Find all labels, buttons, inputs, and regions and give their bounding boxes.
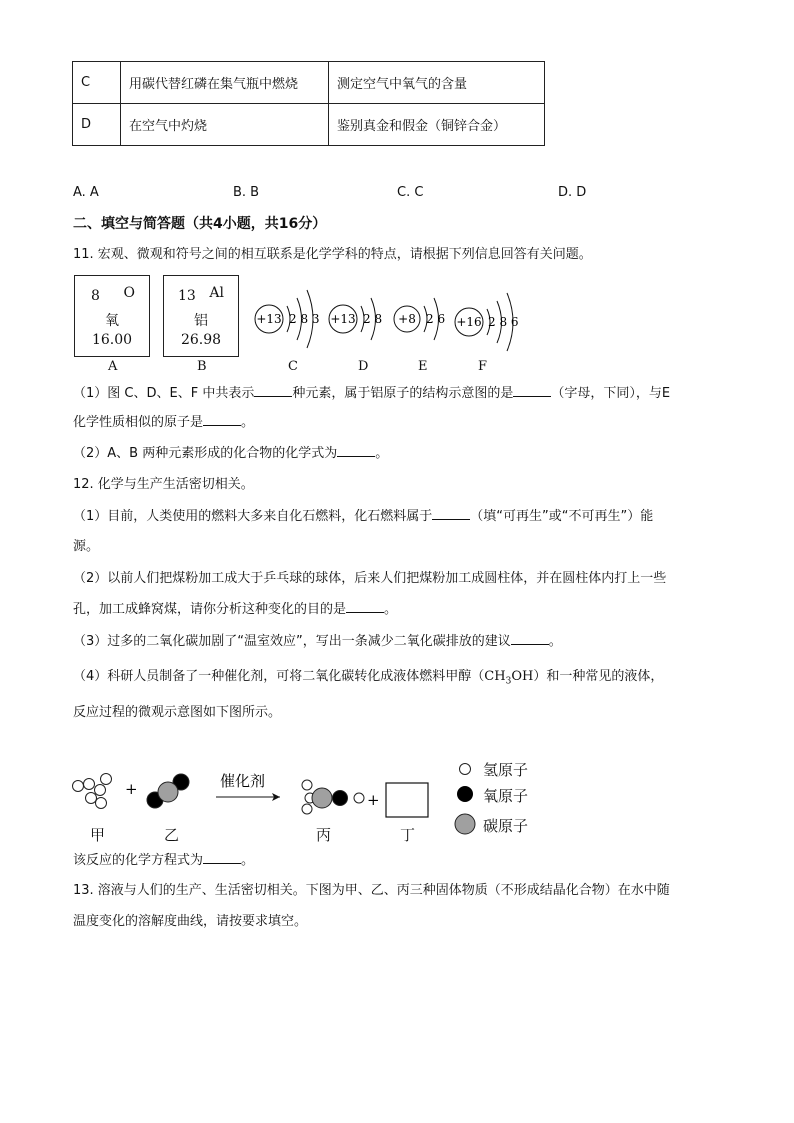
choice-c[interactable]: C. C <box>397 185 424 200</box>
electron-shells: 2 8 3 <box>289 312 320 326</box>
table-row <box>73 62 545 104</box>
plus-sign: + <box>367 791 380 809</box>
table-row <box>73 104 545 146</box>
figure-label-a: A <box>108 359 118 374</box>
unknown-product-box <box>386 783 428 817</box>
q12-equation-line: 该反应的化学方程式为 。 <box>73 853 255 868</box>
q13-line1: 13. 溶液与人们的生产、生活密切相关。下图为甲、乙、丙三种固体物质（不形成结晶化合物）在水中随 <box>73 883 670 898</box>
answer-blank[interactable] <box>513 384 551 397</box>
q12-part4-line1: （4）科研人员制备了一种催化剂，可将二氧化碳转化成液体燃料甲醇$(CH_3OH)$和一种常见的液体， <box>73 669 664 687</box>
product-bing-molecule <box>302 780 364 814</box>
atomic-mass: 26.98 <box>180 332 222 348</box>
electron-shells: 2 6 <box>426 312 446 326</box>
answer-blank[interactable] <box>337 444 375 457</box>
q12-part1-line1: （1）目前，人类使用的燃料大多来自化石燃料，化石燃料属于 （填“可再生”或“不可再生”）能 <box>73 509 654 524</box>
atom-diagram-d <box>329 298 382 340</box>
table-cell: 鉴别真金和假金（铜锌合金） <box>329 104 545 146</box>
oxygen-atom-icon <box>457 786 473 802</box>
q12-part2-line1: （2）以前人们把煤粉加工成大于乒乓球的球体，后来人们把煤粉加工成圆柱体，并在圆柱体内打上一些 <box>73 571 667 586</box>
atomic-number: 13 <box>178 288 196 304</box>
q11-part2: （2）A、B 两种元素形成的化合物的化学式为 。 <box>73 446 389 461</box>
carbon-atom-icon <box>455 814 475 834</box>
plus-sign: + <box>125 780 138 798</box>
figure-label-b: B <box>197 359 207 374</box>
atomic-number: 8 <box>91 288 100 304</box>
label-yi: 乙 <box>164 826 180 844</box>
electron-shells: 2 8 <box>363 312 383 326</box>
element-name: 氧 <box>105 313 119 329</box>
reactant-jia-molecules <box>73 774 112 809</box>
q11-part1-line2: 化学性质相似的原子是 。 <box>73 415 255 430</box>
element-box-aluminum <box>163 275 239 357</box>
table-cell: D <box>73 104 121 146</box>
reaction-arrow <box>216 793 280 801</box>
q11-part1-line1: （1）图 C、D、E、F 中共表示 种元素，属于铝原子的结构示意图的是 （字母，下同），与E <box>73 386 671 401</box>
table-cell: 在空气中灼烧 <box>121 104 329 146</box>
choice-a[interactable]: A. A <box>73 185 99 200</box>
answer-blank[interactable] <box>346 600 384 613</box>
choice-b[interactable]: B. B <box>233 185 260 200</box>
choice-d[interactable]: D. D <box>558 185 587 200</box>
catalyst-label: 催化剂 <box>220 772 266 790</box>
figure-label-d: D <box>358 359 369 374</box>
figure-label-c: C <box>288 359 298 374</box>
legend-hydrogen: 氢原子 <box>483 761 529 779</box>
answer-blank[interactable] <box>203 413 241 426</box>
reactant-yi-molecule <box>147 774 189 808</box>
table-cell: 用碳代替红磷在集气瓶中燃烧 <box>121 62 329 104</box>
methanol-formula: $CH_3OH$ <box>484 669 534 687</box>
answer-blank[interactable] <box>432 507 470 520</box>
answer-blank[interactable] <box>203 851 241 864</box>
element-symbol: O <box>123 285 135 301</box>
hydrogen-atom-icon <box>460 764 471 775</box>
label-jia: 甲 <box>90 826 106 844</box>
table-cell: 测定空气中氧气的含量 <box>329 62 545 104</box>
electron-shells: 2 8 6 <box>488 315 519 329</box>
label-bing: 丙 <box>316 826 332 844</box>
atom-diagram-f <box>455 293 519 351</box>
atom-legend-icons <box>454 758 478 838</box>
options-table <box>72 61 545 146</box>
q12-stem: 12. 化学与生产生活密切相关。 <box>73 477 254 492</box>
element-box-oxygen <box>74 275 150 357</box>
answer-blank[interactable] <box>254 384 292 397</box>
q13-line2: 温度变化的溶解度曲线，请按要求填空。 <box>73 914 308 929</box>
q12-part3: （3）过多的二氧化碳加剧了“温室效应”，写出一条减少二氧化碳排放的建议 。 <box>73 634 562 649</box>
legend-carbon: 碳原子 <box>483 817 529 835</box>
atomic-mass: 16.00 <box>91 332 133 348</box>
legend-oxygen: 氧原子 <box>483 787 529 805</box>
element-name: 铝 <box>194 313 208 329</box>
label-ding: 丁 <box>400 826 416 844</box>
atom-diagram-c <box>255 290 320 348</box>
answer-blank[interactable] <box>511 632 549 645</box>
table-cell: C <box>73 62 121 104</box>
figure-label-e: E <box>418 359 428 374</box>
element-symbol: Al <box>209 285 224 301</box>
section-title: 二、填空与简答题（共4小题，共16分） <box>73 216 327 232</box>
nucleus-charge: +13 <box>330 312 356 326</box>
figure-label-f: F <box>478 359 488 374</box>
nucleus-charge: +8 <box>398 312 416 326</box>
q12-part2-line2: 孔，加工成蜂窝煤，请你分析这种变化的目的是 。 <box>73 602 398 617</box>
nucleus-charge: +13 <box>256 312 282 326</box>
reaction-diagram <box>66 756 436 846</box>
q12-part4-line2: 反应过程的微观示意图如下图所示。 <box>73 705 282 720</box>
nucleus-charge: +16 <box>456 315 482 329</box>
q12-part1-line2: 源。 <box>73 539 100 554</box>
q11-stem: 11. 宏观、微观和符号之间的相互联系是化学学科的特点，请根据下列信息回答有关问题。 <box>73 247 592 262</box>
atom-diagram-e <box>394 298 445 340</box>
